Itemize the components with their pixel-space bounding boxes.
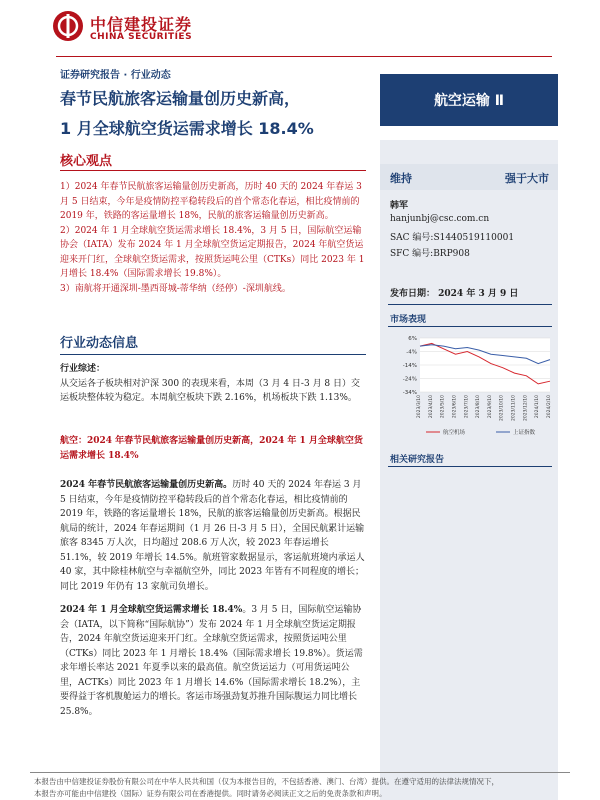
- chart-legend-label: 上证指数: [513, 430, 536, 436]
- chart-x-tick-label: 2023/7/10: [464, 395, 470, 419]
- title-line-1: 春节民航旅客运输量创历史新高，: [60, 89, 301, 108]
- chart-x-tick-label: 2023/3/10: [417, 395, 422, 419]
- publish-date: 发布日期： 2024 年 3 月 9 日: [390, 289, 519, 299]
- analyst-name: 韩军: [390, 201, 409, 211]
- industry-summary: [60, 362, 366, 406]
- chart-x-tick-label: 2023/11/10: [511, 395, 517, 421]
- industry-rule: [60, 354, 366, 355]
- company-logo: [52, 10, 222, 46]
- logo-name-en: CHINA SECURITIES: [90, 32, 193, 42]
- chart-x-tick-label: 2024/1/10: [535, 395, 541, 419]
- chart-legend-label: 航空机场: [443, 430, 466, 436]
- summary-text: 从交运各子板块相对沪深 300 的表现来看，本周（3 月 4 日-3 月 8 日）交运板块整体较为稳定。本周航空板块下跌 2.16%，机场板块下跌 1.13%。: [60, 378, 361, 403]
- key-point-item: 2）2024 年 1 月全球航空货运需求增长 18.4%，3 月 5 日，国际航空运输协会（IATA）发布 2024 年 1 月全球航空货运定期报告，2024 年航空货运迎来开门红，全球航空货运需求，按照货运吨公里（CTKs）同比 2023 年 1 月增长 18.4%（国际需求增长 19.8%）。: [60, 225, 365, 279]
- sector-badge: 航空运输 Ⅱ: [380, 74, 558, 126]
- related-reports-title: 相关研究报告: [390, 455, 445, 465]
- market-performance-title: 市场表现: [390, 315, 427, 325]
- paragraph-body: 。3 月 5 日，国际航空运输协会（IATA，以下简称“国际航协”）发布 2024 年 1 月全球航空货运定期报告，2024 年航空货运迎来开门红。全球航空货运需求，按照货运吨公里（CTKs）同比 2023 年 1 月增长 18.4%（国际需求增长 19.8%）。货运需求年增长率达 2021 年夏季以来的最高值。航空货运运力（可用货运吨公里，ACTKs）同比 2023 年 1 月增长 14.6%（国际需求增长 18.2%），主要得益于客机腹舱运力的增长。客运市场强劲复苏推升国际腹运力同比增长 25.8%。: [60, 605, 363, 717]
- disclaimer-line-1: 本报告由中信建投证券股份有限公司在中华人民共和国（仅为本报告目的，不包括香港、澳门、台湾）提供。在遵守适用的法律法规情况下，: [34, 777, 499, 786]
- report-title: [60, 84, 370, 144]
- chart-x-tick-label: 2023/10/10: [499, 395, 505, 421]
- footer-rule: [30, 772, 570, 773]
- paragraph-passenger: [60, 478, 366, 594]
- chart-x-tick-label: 2023/5/10: [440, 395, 446, 419]
- logo-icon: [52, 10, 84, 42]
- paragraph-cargo: [60, 603, 366, 719]
- chart-x-tick-label: 2023/4/10: [428, 395, 434, 419]
- paragraph-lead: 2024 年 1 月全球航空货运需求增长 18.4%: [60, 605, 243, 615]
- disclaimer: [34, 776, 574, 800]
- key-point-item: 3）南航将开通深圳-墨西哥城-蒂华纳（经停）-深圳航线。: [60, 283, 291, 294]
- title-line-2: 1 月全球航空货运需求增长 18.4%: [60, 119, 314, 138]
- sfc-number: SFC 编号:BRP908: [390, 249, 470, 259]
- chart-x-tick-label: 2023/12/10: [523, 395, 529, 421]
- header-rule: [56, 56, 552, 57]
- report-type: 证券研究报告 · 行业动态: [60, 70, 171, 81]
- chart-y-tick-label: -24%: [402, 376, 417, 383]
- chart-y-tick-label: -34%: [402, 390, 417, 396]
- disclaimer-line-2: 本报告亦可能由中信建投（国际）证券有限公司在香港提供。同时请务必阅读正文之后的免责条款和声明。: [34, 789, 387, 798]
- chart-y-tick-label: -14%: [402, 363, 417, 369]
- summary-label: 行业综述：: [60, 364, 106, 374]
- key-points-heading: 核心观点: [60, 154, 113, 169]
- industry-heading: 行业动态信息: [60, 336, 139, 351]
- paragraph-body: 历时 40 天的 2024 年春运 3 月 5 日结束，今年是疫情防控平稳转段后的首个常态化春运，相比疫情前的 2019 年，铁路的客运量增长 18%，民航的旅客运输量创历史新高。根据民航局的统计，2024 年春运期间（1 月 26 日-3 月 5 日），全国民航累计运输旅客 8345 万人次，日均超过 208.6 万人次，较 2023 年春运增长 51.1%，较 2019 年增长 14.5%。航班管家数据显示，客运航班境内承运人 40 家，其中除桂林航空与幸福航空外，同比 2023 年皆有不同程度的增长；同比 2019 年仍有 13 家航司负增长。: [60, 480, 365, 592]
- key-point-item: 1）2024 年春节民航旅客运输量创历史新高，历时 40 天的 2024 年春运 3 月 5 日结束，今年是疫情防控平稳转段后的首个常态化春运，相比疫情前的 2019 年，铁路的客运量增长 18%，民航的旅客运输量创历史新高。: [60, 182, 362, 221]
- chart-y-tick-label: 6%: [408, 336, 417, 342]
- market-chart: [388, 330, 556, 442]
- chart-x-tick-label: 2024/2/10: [547, 395, 552, 419]
- rating-label: 维持: [390, 172, 412, 185]
- paragraph-lead: 2024 年春节民航旅客运输量创历史新高。: [60, 480, 233, 490]
- rating-value: 强于大市: [505, 172, 549, 185]
- key-points-list: [60, 180, 366, 296]
- sac-number: SAC 编号:S1440519110001: [390, 233, 515, 243]
- chart-x-tick-label: 2023/9/10: [487, 395, 493, 419]
- date-rule: [388, 304, 552, 305]
- key-points-rule: [60, 170, 366, 171]
- market-chart-svg: [388, 330, 556, 442]
- chart-y-tick-label: -4%: [406, 349, 417, 356]
- aviation-highlight: 航空：2024 年春节民航旅客运输量创历史新高，2024 年 1 月全球航空货运需求增长 18.4%: [60, 436, 363, 461]
- logo-name-cn: 中信建投证券: [90, 15, 193, 34]
- chart-x-tick-label: 2023/6/10: [452, 395, 458, 419]
- analyst-email[interactable]: hanjunbj@csc.com.cn: [390, 214, 490, 224]
- chart-x-tick-label: 2023/8/10: [476, 395, 482, 419]
- market-rule: [388, 326, 552, 327]
- related-rule: [388, 466, 552, 467]
